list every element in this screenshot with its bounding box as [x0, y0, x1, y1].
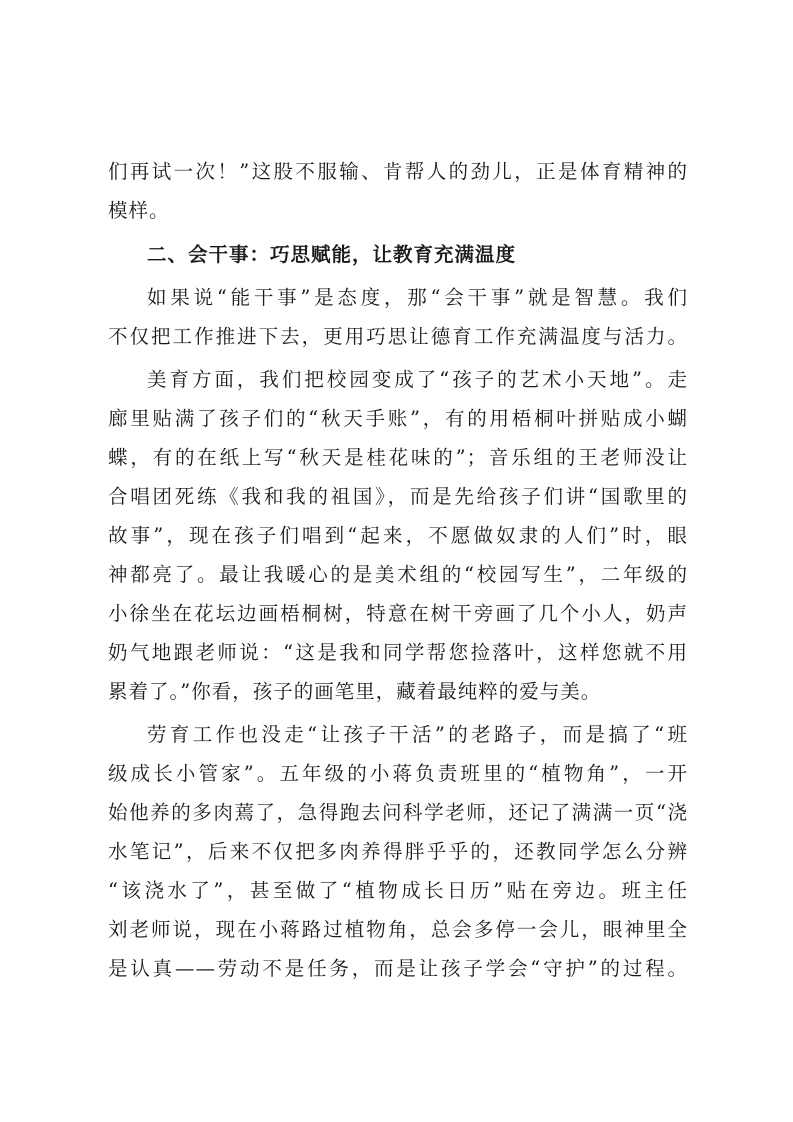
- paragraph-3-line-1: 美育方面，我们把校园变成了“孩子的艺术小天地”。走: [147, 368, 688, 391]
- paragraph-1-line-2: 模样。: [108, 199, 170, 222]
- paragraph-4-line-2: 级成长小管家”。五年级的小蒋负责班里的“植物角”，一开: [108, 762, 688, 785]
- paragraph-3-line-2: 廊里贴满了孩子们的“秋天手账”，有的用梧桐叶拼贴成小蝴: [108, 407, 688, 430]
- paragraph-3-line-6: 神都亮了。最让我暖心的是美术组的“校园写生”，二年级的: [108, 563, 688, 586]
- paragraph-2-line-2: 不仅把工作推进下去，更用巧思让德育工作充满温度与活力。: [108, 325, 688, 348]
- paragraph-4-line-1: 劳育工作也没走“让孩子干活”的老路子，而是搞了“班: [147, 723, 688, 746]
- paragraph-4-line-4: 水笔记”，后来不仅把多肉养得胖乎乎的，还教同学怎么分辨: [108, 840, 688, 863]
- paragraph-4-line-5: “该浇水了”，甚至做了“植物成长日历”贴在旁边。班主任: [108, 879, 688, 902]
- paragraph-4-line-6: 刘老师说，现在小蒋路过植物角，总会多停一会儿，眼神里全: [108, 918, 688, 941]
- paragraph-3-line-9: 累着了。”你看，孩子的画笔里，藏着最纯粹的爱与美。: [108, 680, 602, 703]
- section-heading-2: 二、会干事：巧思赋能，让教育充满温度: [147, 243, 517, 266]
- paragraph-3-line-7: 小徐坐在花坛边画梧桐树，特意在树干旁画了几个小人，奶声: [108, 602, 688, 625]
- paragraph-3-line-4: 合唱团死练《我和我的祖国》，而是先给孩子们讲“国歌里的: [108, 485, 688, 508]
- paragraph-1-line-1: 们再试一次！”这股不服输、肯帮人的劲儿，正是体育精神的: [108, 160, 688, 183]
- paragraph-4-line-3: 始他养的多肉蔫了，急得跑去问科学老师，还记了满满一页“浇: [108, 801, 688, 824]
- paragraph-3-line-3: 蝶，有的在纸上写“秋天是桂花味的”；音乐组的王老师没让: [108, 446, 688, 469]
- paragraph-3-line-5: 故事”，现在孩子们唱到“起来，不愿做奴隶的人们”时，眼: [108, 524, 688, 547]
- paragraph-3-line-8: 奶气地跟老师说：“这是我和同学帮您捡落叶，这样您就不用: [108, 641, 688, 664]
- paragraph-4-line-7: 是认真——劳动不是任务，而是让孩子学会“守护”的过程。: [108, 957, 688, 980]
- paragraph-2-line-1: 如果说“能干事”是态度，那“会干事”就是智慧。我们: [147, 286, 688, 309]
